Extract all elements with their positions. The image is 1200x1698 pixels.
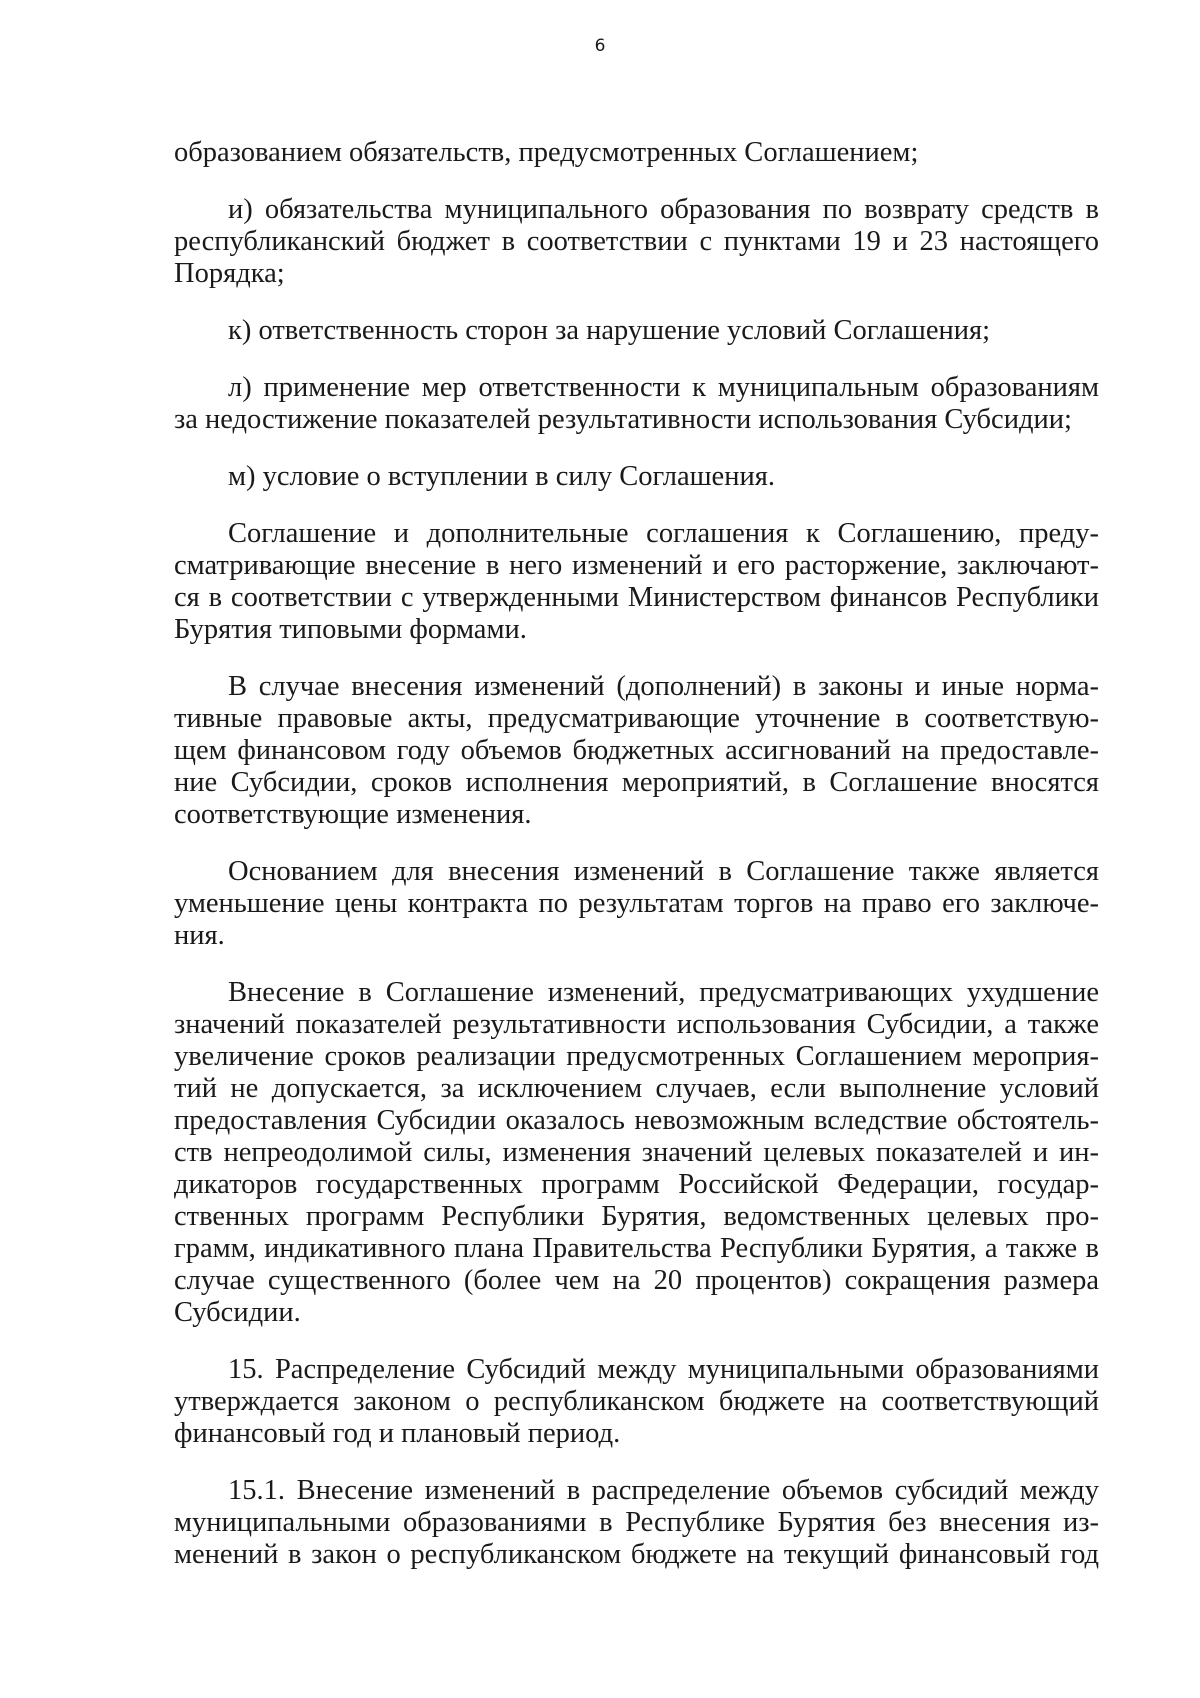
paragraph-p-agreement	[174, 518, 1099, 646]
text-line: уменьшение цены контракта по результатам торгов на право его заключе-	[174, 888, 1099, 919]
text-line: м) условие о вступлении в силу Соглашения.	[228, 461, 775, 492]
text-line: и) обязательства муниципального образования по возврату средств в	[228, 194, 1099, 225]
paragraph-p-15-1	[174, 1475, 1099, 1571]
text-line: сматривающие внесение в него изменений и его расторжение, заключают-	[174, 550, 1099, 581]
text-line: Внесение в Соглашение изменений, предусматривающих ухудшение	[228, 977, 1099, 1008]
text-line: щем финансовом году объемов бюджетных ассигнований на предоставле-	[174, 735, 1099, 766]
text-line: л) применение мер ответственности к муниципальным образованиям	[228, 372, 1099, 403]
paragraph-p-worsening	[174, 977, 1099, 1329]
text-line: менений в закон о республиканском бюджете на текущий финансовый год	[174, 1539, 1099, 1570]
text-line: к) ответственность сторон за нарушение условий Соглашения;	[228, 315, 991, 346]
document-body	[174, 137, 1099, 1596]
text-line: ся в соответствии с утвержденными Министерством финансов Республики	[174, 582, 1099, 613]
paragraph-p-k	[174, 315, 1099, 347]
text-line: финансовый год и плановый период.	[174, 1418, 621, 1449]
text-line: тивные правовые акты, предусматривающие уточнение в соответствую-	[174, 703, 1099, 734]
text-line: образованием обязательств, предусмотренных Соглашением;	[174, 137, 919, 168]
text-line: Бурятия типовыми формами.	[174, 614, 527, 645]
text-line: значений показателей результативности использования Субсидии, а также	[174, 1009, 1099, 1040]
text-line: дикаторов государственных программ Российской Федерации, государ-	[174, 1169, 1099, 1200]
paragraph-p-l	[174, 372, 1099, 436]
text-line: 15.1. Внесение изменений в распределение объемов субсидий между	[228, 1475, 1099, 1506]
text-line: случае существенного (более чем на 20 процентов) сокращения размера	[174, 1265, 1099, 1296]
text-line: утверждается законом о республиканском бюджете на соответствующий	[174, 1386, 1099, 1417]
text-line: ственных программ Республики Бурятия, ведомственных целевых про-	[174, 1201, 1099, 1232]
text-line: республиканский бюджет в соответствии с пунктами 19 и 23 настоящего	[174, 226, 1099, 257]
text-line: Соглашение и дополнительные соглашения к Соглашению, преду-	[228, 518, 1099, 549]
paragraph-p-i	[174, 194, 1099, 290]
text-line: увеличение сроков реализации предусмотренных Соглашением мероприя-	[174, 1041, 1099, 1072]
text-line: Основанием для внесения изменений в Соглашение также является	[228, 856, 1099, 887]
text-line: ния.	[174, 920, 225, 951]
text-line: предоставления Субсидии оказалось невозможным вследствие обстоятель-	[174, 1105, 1099, 1136]
paragraph-p-15	[174, 1354, 1099, 1450]
paragraph-p-changes	[174, 671, 1099, 831]
text-line: Субсидии.	[174, 1297, 301, 1328]
paragraph-p0	[174, 137, 1099, 169]
paragraph-p-basis	[174, 856, 1099, 952]
page-number: 6	[594, 36, 606, 56]
text-line: тий не допускается, за исключением случаев, если выполнение условий	[174, 1073, 1099, 1104]
text-line: Порядка;	[174, 258, 285, 289]
text-line: ние Субсидии, сроков исполнения мероприятий, в Соглашение вносятся	[174, 767, 1099, 798]
paragraph-p-m	[174, 461, 1099, 493]
text-line: 15. Распределение Субсидий между муниципальными образованиями	[228, 1354, 1099, 1385]
text-line: соответствующие изменения.	[174, 799, 532, 830]
text-line: грамм, индикативного плана Правительства Республики Бурятия, а также в	[174, 1233, 1099, 1264]
text-line: за недостижение показателей результативности использования Субсидии;	[174, 404, 1072, 435]
text-line: муниципальными образованиями в Республике Бурятия без внесения из-	[174, 1507, 1099, 1538]
text-line: ств непреодолимой силы, изменения значений целевых показателей и ин-	[174, 1137, 1099, 1168]
text-line: В случае внесения изменений (дополнений) в законы и иные норма-	[228, 671, 1099, 702]
